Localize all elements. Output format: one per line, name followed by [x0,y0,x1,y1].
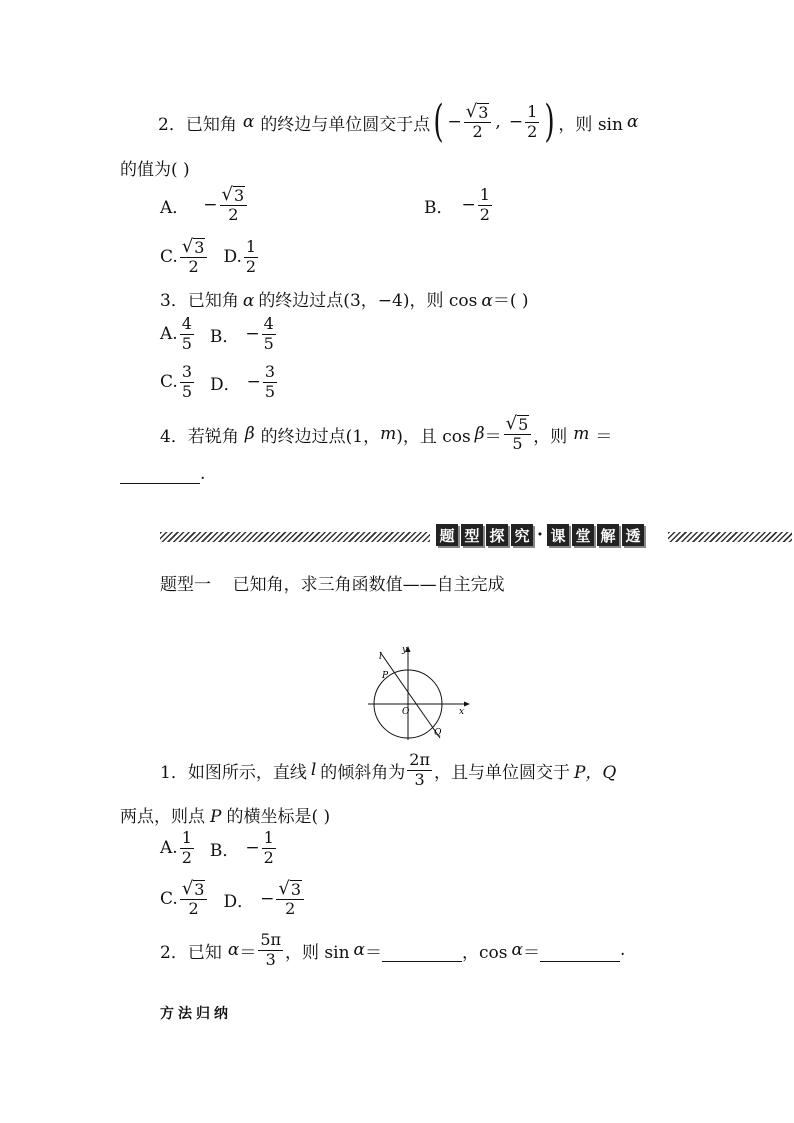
option-label: D． [210,374,241,395]
option-label: A． [160,197,190,218]
t1-stem-line1: 1．如图所示，直线 l 的倾斜角为 $\frac{2\pi}{3}$ ，且与单位圆交于 P，Q [160,749,617,789]
period: . [200,464,206,484]
t1-stem-line2: 两点，则点 P 的横坐标是( ) [120,807,331,827]
minus-sign: − [260,889,275,909]
sin-answer-blank[interactable] [382,945,462,962]
points-pq: P，Q [573,762,617,783]
q4-stem: 4．若锐角 β 的终边过点(1， m )，且 cos β ＝ √ 5 5 ，则 m ＝ [160,413,613,454]
fraction-neg-sqrt3-over-2: √ 3 2 [276,880,304,918]
unit-circle-figure [364,642,474,742]
minus-sign: − [245,324,260,344]
fraction-neg-3-5: $\frac{3}{5}$ [264,361,276,401]
banner-char: 解 [597,524,619,546]
fraction-neg-half: $\frac{1}{2}$ [479,184,490,224]
option-label: C. [160,247,178,267]
banner-hatch-right [668,532,792,542]
q2-number: 2．已知角 [158,114,237,135]
banner-char: 探 [486,524,508,546]
section-title: 题型一 已知角，求三角函数值——自主完成 [160,575,505,595]
point-p-symbol: P [210,807,222,827]
fraction-half: $\frac{1}{2}$ [245,236,257,276]
alpha-symbol: α [242,291,255,311]
q2-stem-line2: 的值为( ) [120,160,190,180]
minus-sign: − [203,195,218,215]
banner-char: 题 [436,524,458,546]
banner-char: 透 [622,524,644,546]
option-label: A. [160,838,178,858]
banner-char: 型 [461,524,483,546]
section-banner [436,524,644,546]
right-paren: ) [544,96,555,147]
minus-sign: − [447,112,462,132]
x-axis-arrow [464,702,470,707]
alpha-symbol: α [353,940,366,960]
left-paren: ( [433,96,445,147]
q2-text-end: ，则 sin [558,114,623,135]
option-label: D. [223,247,242,267]
fraction-sqrt3-over-2: √ 3 2 [180,238,208,276]
method-title: 方法归纳 [160,1006,232,1022]
banner-char: 堂 [572,524,594,546]
alpha-symbol: α [227,940,240,960]
comma: , [495,112,501,132]
banner-hatch-left [160,532,430,542]
alpha-symbol: α [626,112,639,132]
fraction-3-5: $\frac{3}{5}$ [181,361,192,401]
minus-sign: − [461,195,476,215]
q4-answer-line [120,464,205,484]
option-label: B． [209,840,240,861]
fraction-5pi-over-3: $\frac{5\pi}{3}$ [260,929,282,969]
q2-option-a [160,175,249,235]
alpha-symbol: α [481,291,493,311]
label-p: P [382,671,389,681]
line-l-symbol: l [310,760,317,780]
label-o: O [402,707,410,717]
fraction-neg-half: $\frac{1}{2}$ [263,827,274,867]
q2-text: 的终边与单位圆交于点 [260,114,431,135]
cos-answer-blank[interactable] [540,945,620,962]
option-label: D． [223,891,255,912]
fraction-neg-4-5: $\frac{4}{5}$ [263,313,274,353]
variable-m: m [573,424,590,444]
label-q: Q [434,728,442,738]
q3-options-cd [160,352,279,412]
fraction-neg-half: $\frac{1}{2}$ [527,101,538,141]
banner-char: 究 [511,524,533,546]
beta-symbol: β [244,424,255,444]
variable-m: m [380,424,397,444]
fraction-2pi-over-3: $\frac{2\pi}{3}$ [409,749,430,789]
label-l: l [379,652,382,662]
alpha-symbol: α [242,112,255,132]
option-label: C. [160,372,178,392]
beta-symbol: β [474,424,485,444]
q2-option-b [424,175,494,235]
option-label: C. [160,889,178,909]
fraction-neg-sqrt3-over-2: √ 3 2 [220,186,248,224]
banner-dot: · [537,525,543,545]
t2-stem: 2．已知 α ＝ $\frac{5\pi}{3}$ ，则 sin α ＝ ，cos α ＝ . [160,929,626,969]
option-label: B． [209,326,240,347]
minus-sign: − [245,838,260,858]
line-l [380,652,440,738]
minus-sign: − [246,372,261,392]
fraction-neg-sqrt3-over-2: √ 3 2 [464,103,492,141]
fraction-sqrt3-over-2: √ 3 2 [180,880,208,918]
q2-stem-line1 [158,92,638,152]
label-x: x [459,707,465,717]
fraction-half: $\frac{1}{2}$ [181,827,192,867]
q3-stem: 3．已知角 α 的终边过点(3，−4)，则 cos α＝( ) [160,291,529,311]
label-y: y [402,645,408,655]
fraction-sqrt5-over-5: √ 5 5 [504,415,532,453]
fraction-4-5: $\frac{4}{5}$ [181,313,192,353]
answer-blank[interactable] [120,467,200,484]
alpha-symbol: α [511,940,523,960]
banner-char: 课 [547,524,569,546]
option-label: A. [160,324,178,344]
option-label: B． [424,197,454,218]
q2-options-cd [160,227,260,287]
minus-sign: − [508,112,524,132]
